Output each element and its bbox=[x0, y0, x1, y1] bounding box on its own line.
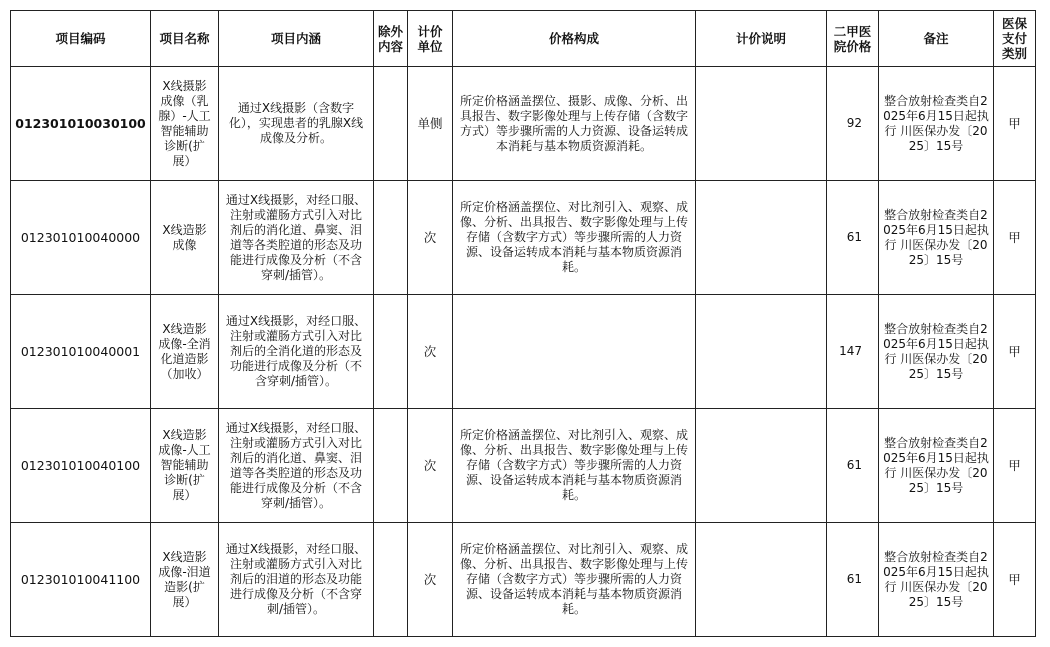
header-exclusions: 除外内容 bbox=[374, 11, 408, 67]
item-insurance-category: 甲 bbox=[994, 409, 1036, 523]
item-remark: 整合放射检查类自2025年6月15日起执行 川医保办发〔2025〕15号 bbox=[879, 181, 994, 295]
item-composition: 所定价格涵盖摆位、摄影、成像、分析、出具报告、数字影像处理与上传存储（含数字方式）等步骤所需的人力资源、设备运转成本消耗与基本物质资源消耗。 bbox=[453, 67, 696, 181]
item-price: 147 bbox=[827, 295, 879, 409]
price-table bbox=[10, 10, 1036, 637]
item-name: X线造影成像-人工智能辅助诊断(扩展） bbox=[151, 409, 219, 523]
item-exclusions bbox=[374, 67, 408, 181]
item-name: X线造影成像 bbox=[151, 181, 219, 295]
item-price: 61 bbox=[827, 181, 879, 295]
header-code: 项目编码 bbox=[11, 11, 151, 67]
item-content: 通过X线摄影，对经口服、注射或灌肠方式引入对比剂后的全消化道的形态及功能进行成像及分析（不含穿刺/插管）。 bbox=[219, 295, 374, 409]
item-remark: 整合放射检查类自2025年6月15日起执行 川医保办发〔2025〕15号 bbox=[879, 409, 994, 523]
item-name: X线摄影成像（乳腺）-人工智能辅助诊断(扩展） bbox=[151, 67, 219, 181]
table-row bbox=[11, 409, 1036, 523]
table-row bbox=[11, 181, 1036, 295]
header-content: 项目内涵 bbox=[219, 11, 374, 67]
item-pricing-note bbox=[696, 409, 827, 523]
item-code: 012301010041100 bbox=[11, 523, 151, 637]
item-price: 92 bbox=[827, 67, 879, 181]
item-content: 通过X线摄影，对经口服、注射或灌肠方式引入对比剂后的泪道的形态及功能进行成像及分析（不含穿刺/插管）。 bbox=[219, 523, 374, 637]
item-content: 通过X线摄影，对经口服、注射或灌肠方式引入对比剂后的消化道、鼻窦、泪道等各类腔道的形态及功能进行成像及分析（不含穿刺/插管）。 bbox=[219, 181, 374, 295]
item-price: 61 bbox=[827, 523, 879, 637]
item-name: X线造影成像-泪道造影(扩展） bbox=[151, 523, 219, 637]
item-exclusions bbox=[374, 409, 408, 523]
table-row bbox=[11, 67, 1036, 181]
header-row bbox=[11, 11, 1036, 67]
item-unit: 次 bbox=[408, 295, 453, 409]
item-code: 012301010040001 bbox=[11, 295, 151, 409]
item-price: 61 bbox=[827, 409, 879, 523]
header-composition: 价格构成 bbox=[453, 11, 696, 67]
item-pricing-note bbox=[696, 181, 827, 295]
item-exclusions bbox=[374, 295, 408, 409]
item-unit: 次 bbox=[408, 181, 453, 295]
item-pricing-note bbox=[696, 295, 827, 409]
item-remark: 整合放射检查类自2025年6月15日起执行 川医保办发〔2025〕15号 bbox=[879, 523, 994, 637]
item-exclusions bbox=[374, 181, 408, 295]
table-row bbox=[11, 295, 1036, 409]
item-content: 通过X线摄影，对经口服、注射或灌肠方式引入对比剂后的消化道、鼻窦、泪道等各类腔道的形态及功能进行成像及分析（不含穿刺/插管）。 bbox=[219, 409, 374, 523]
header-insurance-category: 医保支付类别 bbox=[994, 11, 1036, 67]
item-pricing-note bbox=[696, 67, 827, 181]
item-code: 012301010040100 bbox=[11, 409, 151, 523]
header-price: 二甲医院价格 bbox=[827, 11, 879, 67]
item-code: 012301010040000 bbox=[11, 181, 151, 295]
table-row bbox=[11, 523, 1036, 637]
header-remark: 备注 bbox=[879, 11, 994, 67]
item-name: X线造影成像-全消化道造影（加收） bbox=[151, 295, 219, 409]
header-unit: 计价单位 bbox=[408, 11, 453, 67]
item-code: 012301010030100 bbox=[11, 67, 151, 181]
item-remark: 整合放射检查类自2025年6月15日起执行 川医保办发〔2025〕15号 bbox=[879, 67, 994, 181]
header-pricing-note: 计价说明 bbox=[696, 11, 827, 67]
item-remark: 整合放射检查类自2025年6月15日起执行 川医保办发〔2025〕15号 bbox=[879, 295, 994, 409]
item-insurance-category: 甲 bbox=[994, 181, 1036, 295]
item-unit: 单侧 bbox=[408, 67, 453, 181]
item-pricing-note bbox=[696, 523, 827, 637]
header-name: 项目名称 bbox=[151, 11, 219, 67]
item-composition: 所定价格涵盖摆位、对比剂引入、观察、成像、分析、出具报告、数字影像处理与上传存储（含数字方式）等步骤所需的人力资源、设备运转成本消耗与基本物质资源消耗。 bbox=[453, 181, 696, 295]
item-composition bbox=[453, 295, 696, 409]
item-unit: 次 bbox=[408, 409, 453, 523]
item-composition: 所定价格涵盖摆位、对比剂引入、观察、成像、分析、出具报告、数字影像处理与上传存储（含数字方式）等步骤所需的人力资源、设备运转成本消耗与基本物质资源消耗。 bbox=[453, 523, 696, 637]
item-exclusions bbox=[374, 523, 408, 637]
item-unit: 次 bbox=[408, 523, 453, 637]
item-insurance-category: 甲 bbox=[994, 67, 1036, 181]
item-insurance-category: 甲 bbox=[994, 523, 1036, 637]
item-composition: 所定价格涵盖摆位、对比剂引入、观察、成像、分析、出具报告、数字影像处理与上传存储（含数字方式）等步骤所需的人力资源、设备运转成本消耗与基本物质资源消耗。 bbox=[453, 409, 696, 523]
item-insurance-category: 甲 bbox=[994, 295, 1036, 409]
item-content: 通过X线摄影（含数字化），实现患者的乳腺X线成像及分析。 bbox=[219, 67, 374, 181]
